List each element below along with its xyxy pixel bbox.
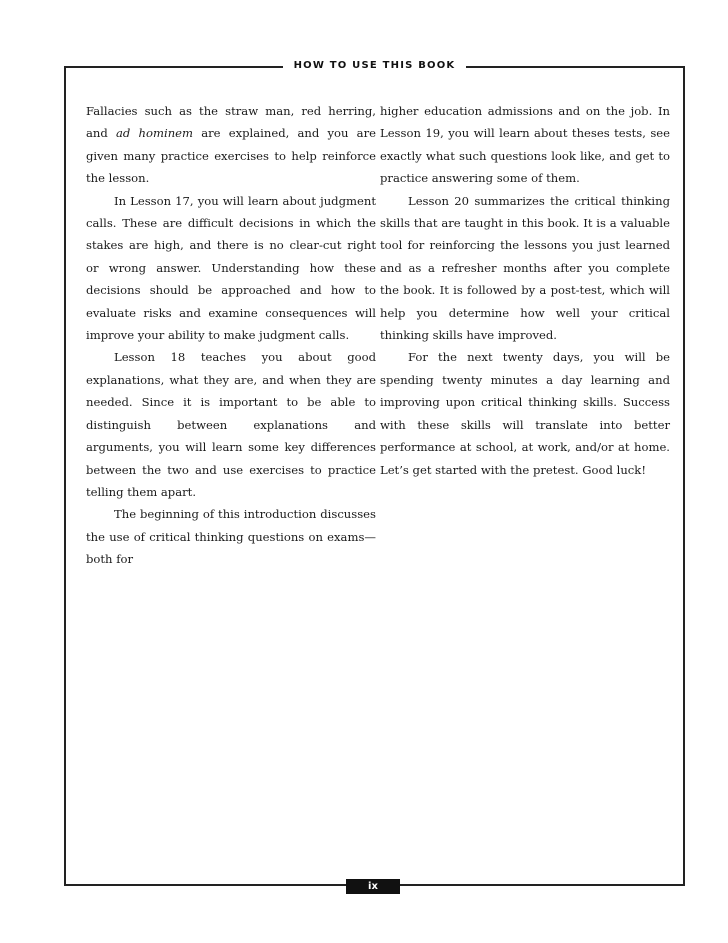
paragraph-lesson-19: higher education admissions and on the job. In Lesson 19, you will learn about theses tests, see exactly what such questions look like, and get to practice answering some of them. (380, 104, 670, 186)
right-column (380, 100, 670, 481)
paragraph-introduction: The beginning of this introduction discusses the use of critical thinking questions on exams—both for (86, 507, 376, 567)
left-column (86, 100, 376, 571)
header-rule-left (64, 66, 283, 68)
paragraph-lesson-18: Lesson 18 teaches you about good explanations, what they are, and when they are needed. Since it is important to be able to distinguish between explanations and arguments, you will learn some key differences between the two and use exercises to practice telling them apart. (86, 350, 376, 499)
page-number: ix (346, 879, 400, 894)
paragraph-next-twenty-days: For the next twenty days, you will be spending twenty minutes a day learning and improving upon critical thinking skills. Success with these skills will translate into better performance at school, at work, and/or at home. Let’s get started with the pretest. Good luck! (380, 350, 670, 477)
running-header: HOW TO USE THIS BOOK (293, 60, 456, 71)
paragraph-fallacies: Fallacies such as the straw man, red herring, and ad hominem are explained, and you are given many practice exercises to help reinforce the lesson. (86, 104, 376, 186)
paragraph-lesson-17: In Lesson 17, you will learn about judgment calls. These are difficult decisions in which the stakes are high, and there is no clear-cut right or wrong answer. Understanding how these decisions should be approached and how to evaluate risks and examine consequences will improve your ability to make judgment calls. (86, 193, 376, 343)
header-rule-right (466, 66, 685, 68)
paragraph-lesson-20: Lesson 20 summarizes the critical thinking skills that are taught in this book. It is a valuable tool for reinforcing the lessons you just learned and as a refresher months after you complete the book. It is followed by a post-test, which will help you determine how well your critical thinking skills have improved. (380, 193, 670, 343)
